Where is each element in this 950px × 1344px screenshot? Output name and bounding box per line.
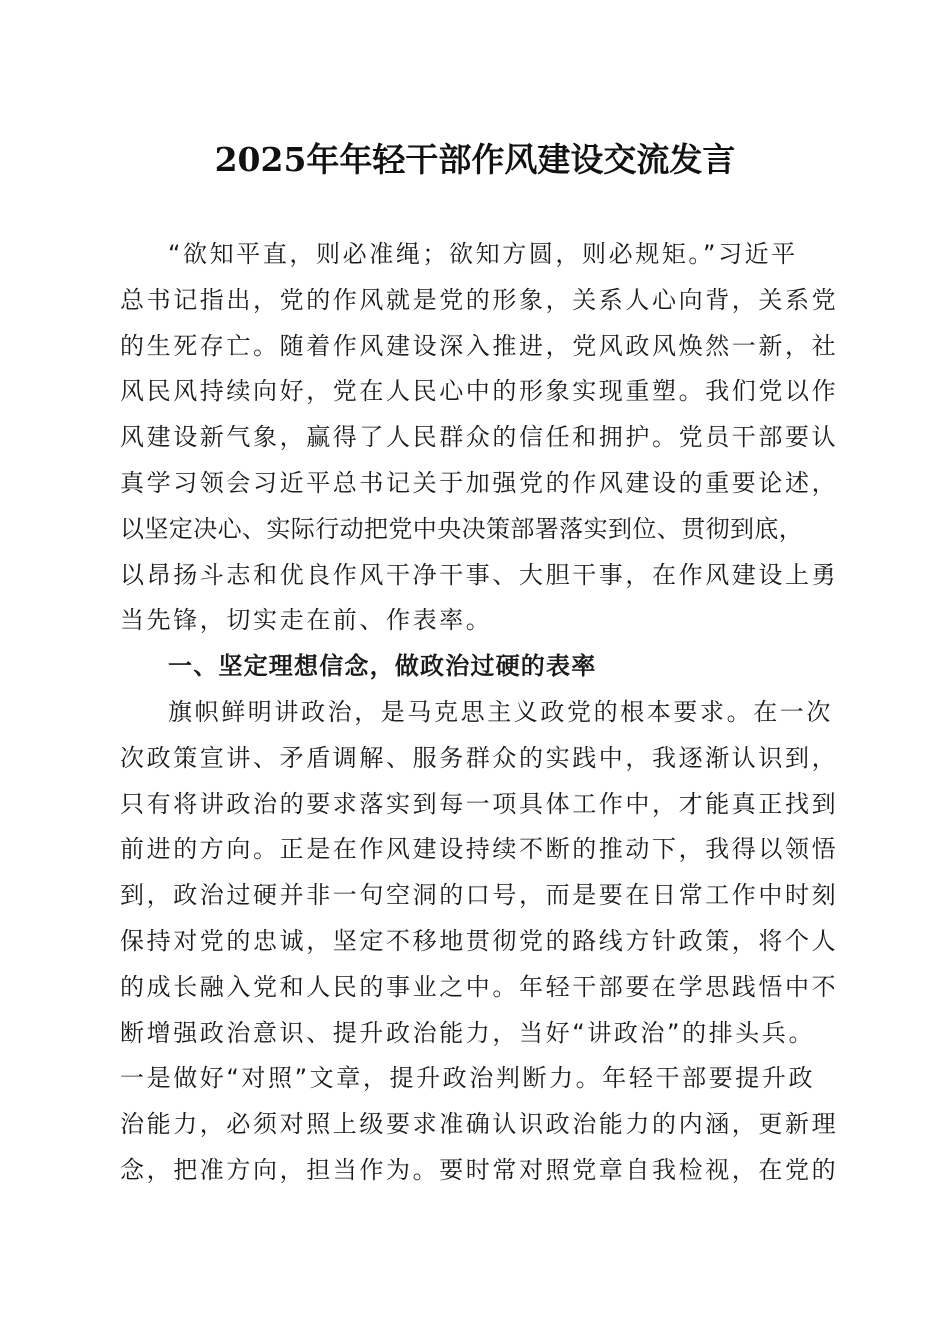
paragraph-line: 真学习领会习近平总书记关于加强党的作风建设的重要论述，	[120, 468, 839, 497]
paragraph-line: 以坚定决心、实际行动把党中央决策部署落实到位、贯彻到底，	[120, 514, 804, 543]
paragraph-line: 的生死存亡。随着作风建设深入推进，党风政风焕然一新，社	[120, 331, 839, 360]
paragraph-line: 总书记指出，党的作风就是党的形象，关系人心向背，关系党	[120, 285, 839, 314]
paragraph-line: 次政策宣讲、矛盾调解、服务群众的实践中，我逐渐认识到，	[120, 743, 839, 772]
paragraph-line: 当先锋，切实走在前、作表率。	[120, 606, 493, 635]
paragraph-line: 治能力，必须对照上级要求准确认识政治能力的内涵，更新理	[120, 1110, 839, 1139]
paragraph-line: 到，政治过硬并非一句空洞的口号，而是要在日常工作中时刻	[120, 881, 839, 910]
paragraph-line: 断增强政治意识、提升政治能力，当好“讲政治”的排头兵。	[120, 1018, 816, 1047]
paragraph-line: 念，把准方向，担当作为。要时常对照党章自我检视，在党的	[120, 1155, 839, 1184]
paragraph-line: 只有将讲政治的要求落实到每一项具体工作中，才能真正找到	[120, 789, 839, 818]
paragraph-line: 旗帜鲜明讲政治，是马克思主义政党的根本要求。在一次	[168, 697, 833, 726]
paragraph-line: 保持对党的忠诚，坚定不移地贯彻党的路线方针政策，将个人	[120, 926, 839, 955]
paragraph-line: 一是做好“对照”文章，提升政治判断力。年轻干部要提升政	[120, 1064, 816, 1093]
paragraph-line: 前进的方向。正是在作风建设持续不断的推动下，我得以领悟	[120, 835, 839, 864]
paragraph-line: 的成长融入党和人民的事业之中。年轻干部要在学思践悟中不	[120, 972, 839, 1001]
section-heading: 一、坚定理想信念，做政治过硬的表率	[168, 652, 597, 681]
paragraph-line: 风民风持续向好，党在人民心中的形象实现重塑。我们党以作	[120, 377, 839, 406]
paragraph-line: 以昂扬斗志和优良作风干净干事、大胆干事，在作风建设上勇	[120, 560, 839, 589]
document-title: 2025年年轻干部作风建设交流发言	[214, 140, 736, 179]
paragraph-line: 风建设新气象，赢得了人民群众的信任和拥护。党员干部要认	[120, 423, 839, 452]
paragraph-line: “欲知平直，则必准绳；欲知方圆，则必规矩。”习近平	[168, 240, 798, 268]
document-body	[120, 232, 839, 1194]
